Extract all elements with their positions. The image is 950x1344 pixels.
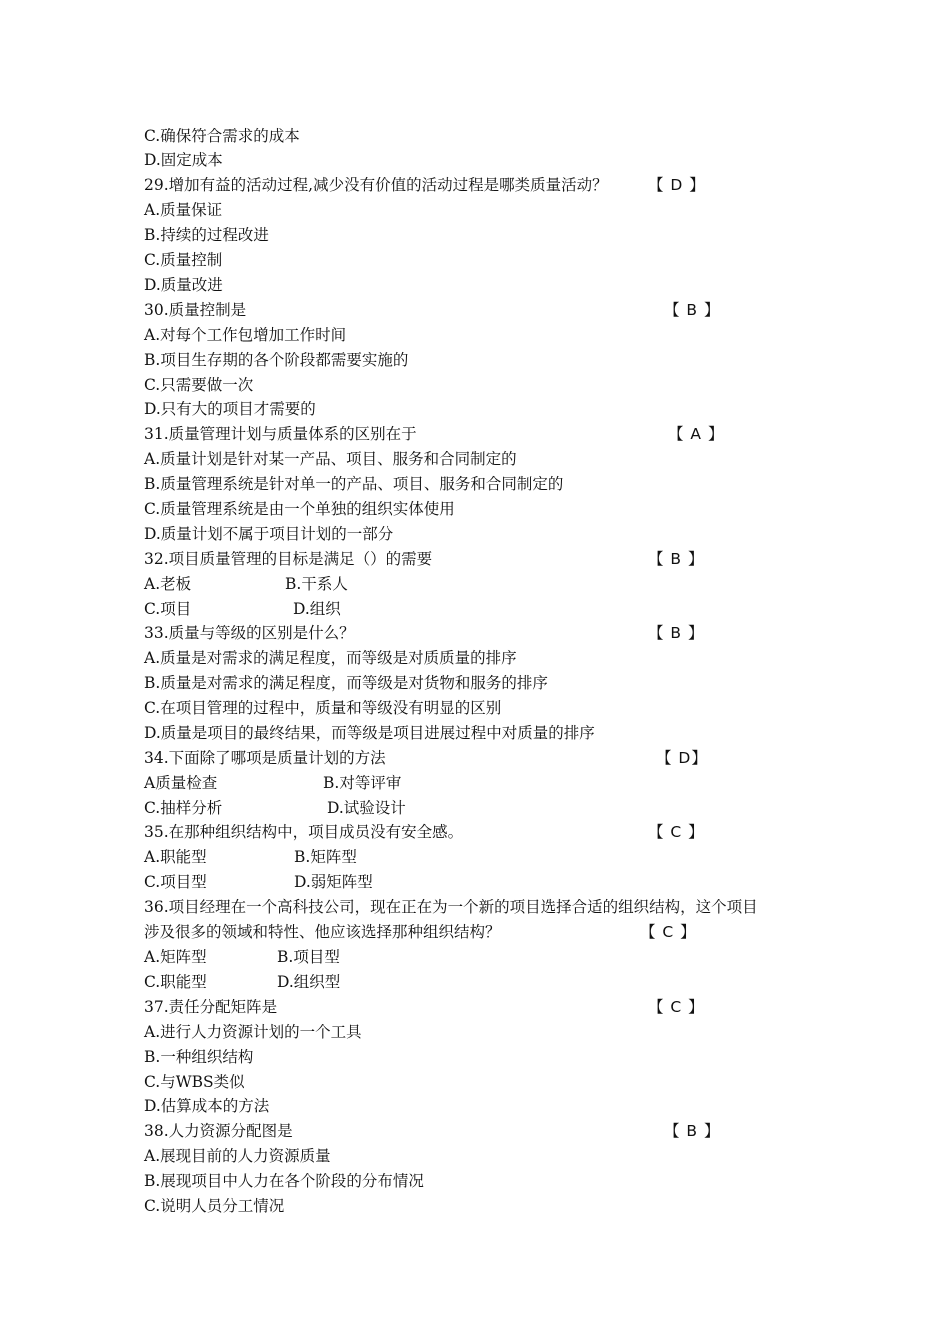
option-line: C.质量管理系统是由一个单独的组织实体使用 <box>144 500 455 518</box>
option-line: D.固定成本 <box>144 151 223 169</box>
option-d: D.组织 <box>293 600 341 618</box>
question-35: 35.在那种组织结构中，项目成员没有安全感。 <box>144 823 464 841</box>
option-line: B.持续的过程改进 <box>144 226 269 244</box>
option-d: D.弱矩阵型 <box>294 873 373 891</box>
option-row <box>144 771 402 796</box>
option-line: C.与WBS类似 <box>144 1073 245 1091</box>
option-line: A.质量是对需求的满足程度，而等级是对质质量的排序 <box>144 649 517 667</box>
answer-33: 【 B 】 <box>648 624 705 642</box>
option-b: B.矩阵型 <box>294 848 357 866</box>
answer-34: 【 D】 <box>656 749 708 767</box>
question-34: 34.下面除了哪项是质量计划的方法 <box>144 749 386 767</box>
answer-36: 【 C 】 <box>640 923 697 941</box>
option-line: D.估算成本的方法 <box>144 1097 270 1115</box>
option-a: A质量检查 <box>144 774 218 792</box>
question-36-cont: 涉及很多的领域和特性、他应该选择那种组织结构？ <box>144 923 501 941</box>
option-a: A.矩阵型 <box>144 948 207 966</box>
option-a: A.老板 <box>144 575 192 593</box>
option-line: D.质量计划不属于项目计划的一部分 <box>144 525 394 543</box>
option-line: B.质量管理系统是针对单一的产品、项目、服务和合同制定的 <box>144 475 564 493</box>
option-c: C.职能型 <box>144 973 207 991</box>
option-line: D.质量改进 <box>144 276 223 294</box>
option-line: B.质量是对需求的满足程度，而等级是对货物和服务的排序 <box>144 674 548 692</box>
question-31: 31.质量管理计划与质量体系的区别在于 <box>144 425 417 443</box>
option-line: B.项目生存期的各个阶段都需要实施的 <box>144 351 409 369</box>
option-d: D.试验设计 <box>327 799 406 817</box>
option-line: A.质量保证 <box>144 201 223 219</box>
answer-32: 【 B 】 <box>648 550 705 568</box>
question-38: 38.人力资源分配图是 <box>144 1122 293 1140</box>
option-d: D.组织型 <box>277 973 341 991</box>
option-row <box>144 796 406 821</box>
answer-29: 【 D 】 <box>648 176 706 194</box>
option-row <box>144 970 341 995</box>
option-line: C.确保符合需求的成本 <box>144 127 300 145</box>
option-line: C.在项目管理的过程中，质量和等级没有明显的区别 <box>144 699 502 717</box>
option-line: D.只有大的项目才需要的 <box>144 400 316 418</box>
option-line: B.展现项目中人力在各个阶段的分布情况 <box>144 1172 424 1190</box>
question-33: 33.质量与等级的区别是什么？ <box>144 624 355 642</box>
question-32: 32.项目质量管理的目标是满足（）的需要 <box>144 550 433 568</box>
answer-38: 【 B 】 <box>664 1122 721 1140</box>
option-line: C.只需要做一次 <box>144 376 254 394</box>
option-line: A.质量计划是针对某一产品、项目、服务和合同制定的 <box>144 450 517 468</box>
option-b: B.对等评审 <box>323 774 402 792</box>
option-line: B.一种组织结构 <box>144 1048 254 1066</box>
option-c: C.项目型 <box>144 873 207 891</box>
answer-35: 【 C 】 <box>648 823 705 841</box>
option-row <box>144 597 341 622</box>
option-line: C.说明人员分工情况 <box>144 1197 285 1215</box>
option-c: C.抽样分析 <box>144 799 223 817</box>
option-line: A.进行人力资源计划的一个工具 <box>144 1023 362 1041</box>
option-line: A.对每个工作包增加工作时间 <box>144 326 347 344</box>
option-row <box>144 870 373 895</box>
question-37: 37.责任分配矩阵是 <box>144 998 278 1016</box>
option-line: C.质量控制 <box>144 251 223 269</box>
option-row <box>144 945 340 970</box>
option-c: C.项目 <box>144 600 192 618</box>
answer-31: 【 A 】 <box>668 425 725 443</box>
question-30: 30.质量控制是 <box>144 301 247 319</box>
option-b: B.干系人 <box>285 575 348 593</box>
question-36: 36.项目经理在一个高科技公司，现在正在为一个新的项目选择合适的组织结构，这个项目 <box>144 898 758 916</box>
option-line: D.质量是项目的最终结果，而等级是项目进展过程中对质量的排序 <box>144 724 595 742</box>
question-29: 29.增加有益的活动过程,减少没有价值的活动过程是哪类质量活动？ <box>144 176 608 194</box>
option-row <box>144 572 348 597</box>
option-b: B.项目型 <box>277 948 340 966</box>
answer-30: 【 B 】 <box>664 301 721 319</box>
option-a: A.职能型 <box>144 848 207 866</box>
option-row <box>144 845 357 870</box>
option-line: A.展现目前的人力资源质量 <box>144 1147 331 1165</box>
answer-37: 【 C 】 <box>648 998 705 1016</box>
